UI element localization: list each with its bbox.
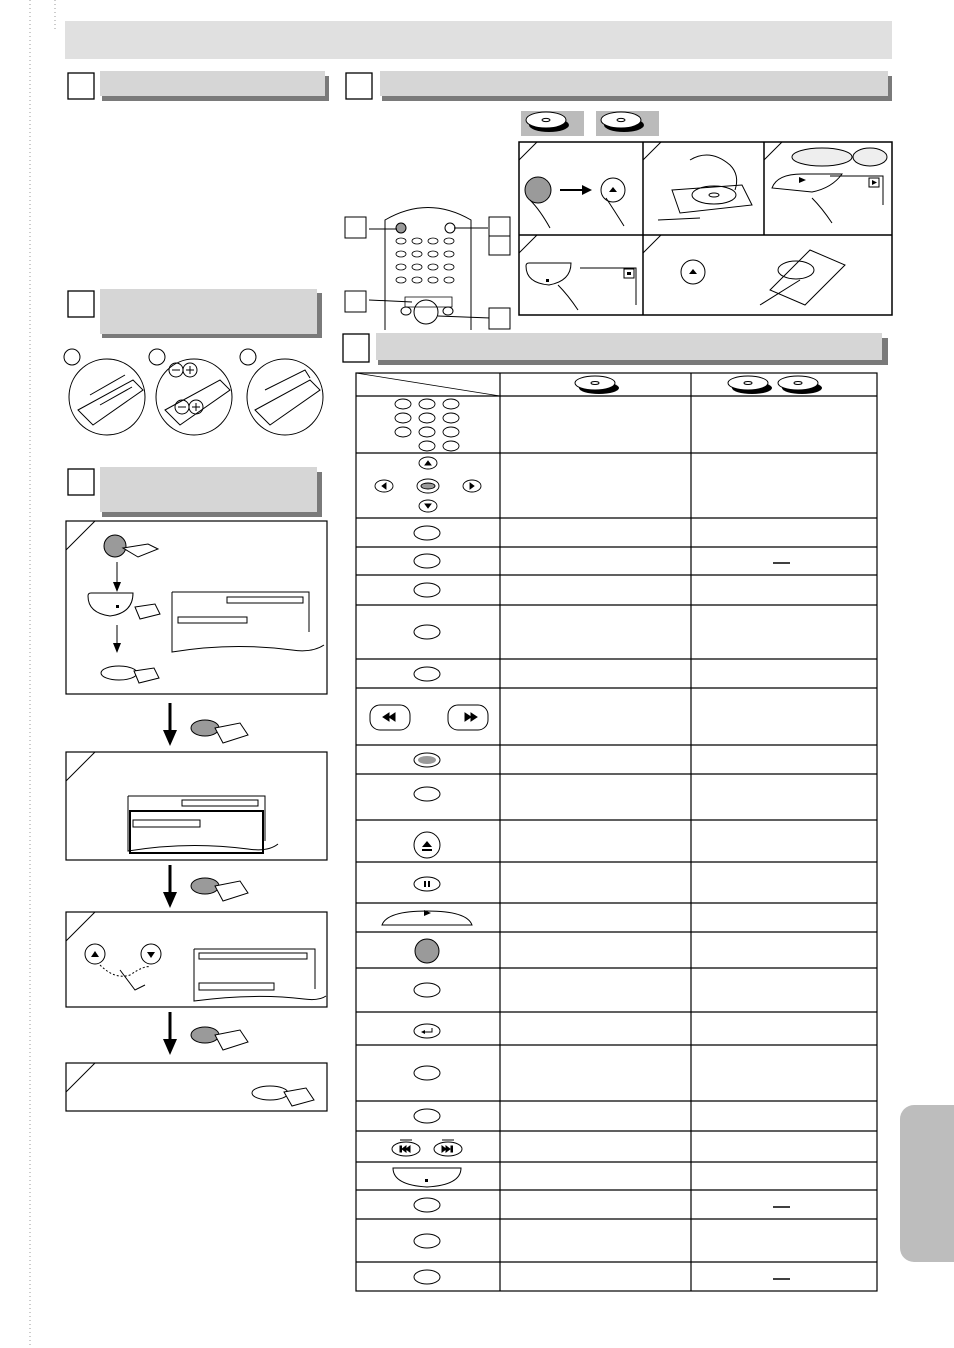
- section-c-header: [68, 289, 322, 338]
- step-play: [772, 148, 887, 223]
- remote-callout-numbers: [345, 217, 510, 329]
- disc-loading-steps: [519, 142, 892, 315]
- battery-install-steps: [64, 349, 323, 435]
- remote-control-illustration: [369, 208, 490, 331]
- flow-arrow-3: [163, 1012, 248, 1055]
- dvd-disc-icon: [521, 111, 584, 136]
- skip-buttons-icon: [392, 1140, 462, 1156]
- step-power-then-eject: [525, 177, 625, 228]
- setup-step-2: [66, 752, 327, 860]
- flow-arrow-1: [163, 703, 248, 746]
- flow-arrow-2: [163, 865, 248, 908]
- stop-icon: [393, 1168, 461, 1187]
- return-icon: [414, 1024, 440, 1038]
- step-stop: [526, 263, 636, 310]
- arrow-enter-pad-icon: [375, 457, 481, 512]
- setup-step-4: [66, 1063, 327, 1111]
- section-b-header: [346, 71, 892, 101]
- setup-step-3: [66, 912, 327, 1007]
- row-dash-marks: [773, 563, 790, 1279]
- eject-icon: [414, 832, 440, 858]
- table-header-cd-icons: [728, 376, 822, 394]
- power-button-icon: [415, 939, 439, 963]
- section-a-header: [68, 71, 329, 101]
- setup-step-1: [66, 521, 327, 694]
- section-e-header: [343, 333, 888, 365]
- page-header-bar: [65, 21, 892, 59]
- table-header-dvd-icon: [575, 376, 619, 394]
- step-eject-tray: [681, 250, 845, 305]
- rewind-fastforward-icon: [370, 705, 488, 730]
- enter-button-icon: [414, 753, 440, 767]
- play-icon: [382, 910, 472, 925]
- cd-disc-icon: [596, 111, 659, 136]
- section-d-header: [68, 467, 322, 517]
- pause-icon: [414, 877, 440, 891]
- number-keypad-icon: [395, 399, 459, 451]
- disc-tray-illustration: [658, 155, 752, 220]
